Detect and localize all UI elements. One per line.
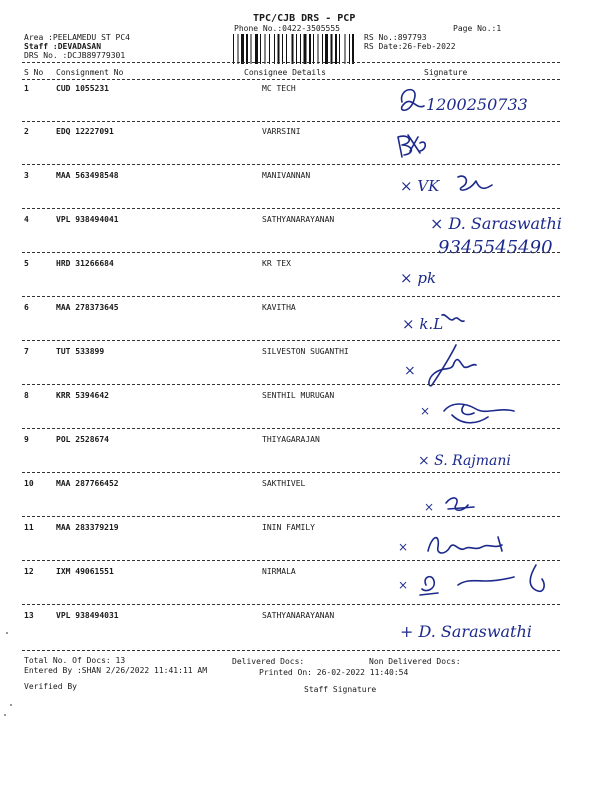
row-sno: 12 [24, 567, 34, 576]
row-consignment-no: MAA 287766452 [56, 479, 119, 488]
row-consignee: SENTHIL MURUGAN [262, 391, 335, 400]
row-divider [22, 650, 560, 651]
column-header-sno: S No [24, 68, 44, 77]
signature-handwritten [398, 615, 568, 647]
row-sno: 6 [24, 303, 29, 312]
row-consignment-no: CUD 1055231 [56, 84, 109, 93]
svg-text:9345545490: 9345545490 [438, 237, 553, 258]
column-header-consignee: Consignee Details [244, 68, 326, 77]
svg-text:× k.L: × k.L [402, 315, 444, 333]
column-header-consignment: Consignment No [56, 68, 124, 77]
svg-text:×: × [420, 404, 431, 418]
row-divider [22, 516, 560, 517]
row-consignee: KAVITHA [262, 303, 296, 312]
row-consignment-no: POL 2528674 [56, 435, 109, 444]
svg-text:1200250733: 1200250733 [426, 95, 528, 114]
non-delivered-docs: Non Delivered Docs: [369, 657, 461, 666]
row-divider [22, 472, 560, 473]
row-sno: 8 [24, 391, 29, 400]
signature-handwritten [428, 207, 586, 263]
entered-by: Entered By :SHAN 2/26/2022 11:41:11 AM [24, 666, 208, 675]
row-sno: 7 [24, 347, 29, 356]
row-consignment-no: HRD 31266684 [56, 259, 114, 268]
phone-number: Phone No.:0422-3505555 [234, 24, 340, 33]
row-consignment-no: EDQ 12227091 [56, 127, 114, 136]
row-consignee: VARRSINI [262, 127, 301, 136]
drs-number: DRS No. :DCJB89779301 [24, 51, 126, 60]
staff-label: Staff :DEVADASAN [24, 42, 102, 51]
table-row [0, 611, 600, 655]
signature-handwritten [402, 341, 502, 389]
row-sno: 11 [24, 523, 34, 532]
svg-text:×: × [398, 540, 409, 554]
svg-text:×: × [424, 500, 435, 514]
scan-speck [10, 704, 12, 706]
row-consignee: NIRMALA [262, 567, 296, 576]
area-label: Area :PEELAMEDU ST PC4 [24, 33, 130, 42]
rs-number: RS No.:897793 [364, 33, 427, 42]
row-consignment-no: KRR 5394642 [56, 391, 109, 400]
svg-text:×: × [404, 363, 416, 379]
row-consignment-no: VPL 938494031 [56, 611, 119, 620]
row-divider [22, 252, 560, 253]
svg-text:×: × [398, 578, 409, 592]
row-divider [22, 296, 560, 297]
row-consignee: KR TEX [262, 259, 291, 268]
staff-signature-label: Staff Signature [304, 685, 377, 694]
row-divider [22, 164, 560, 165]
total-docs: Total No. Of Docs: 13 [24, 656, 126, 665]
row-divider [22, 384, 560, 385]
row-consignment-no: MAA 563498548 [56, 171, 119, 180]
row-sno: 2 [24, 127, 29, 136]
row-consignee: SILVESTON SUGANTHI [262, 347, 349, 356]
row-consignment-no: MAA 283379219 [56, 523, 119, 532]
row-sno: 3 [24, 171, 29, 180]
barcode-image [232, 34, 356, 64]
row-divider [22, 604, 560, 605]
signature-handwritten [416, 445, 546, 475]
row-consignment-no: MAA 278373645 [56, 303, 119, 312]
row-sno: 10 [24, 479, 34, 488]
row-consignment-no: VPL 938494041 [56, 215, 119, 224]
signature-handwritten [398, 263, 478, 293]
printed-on: Printed On: 26-02-2022 11:40:54 [259, 668, 409, 677]
signature-handwritten [390, 84, 560, 124]
signature-handwritten [398, 529, 528, 561]
scan-speck [6, 632, 8, 634]
row-consignee: ININ FAMILY [262, 523, 315, 532]
signature-handwritten [396, 559, 556, 603]
row-sno: 13 [24, 611, 34, 620]
row-consignee: SATHYANARAYANAN [262, 611, 335, 620]
signature-handwritten [424, 489, 504, 519]
signature-handwritten [390, 129, 450, 161]
page-number: Page No.:1 [453, 24, 502, 33]
row-sno: 1 [24, 84, 29, 93]
document-title: TPC/CJB DRS - PCP [253, 13, 356, 24]
svg-text:× S. Rajmani: × S. Rajmani [418, 453, 511, 469]
rs-date: RS Date:26-Feb-2022 [364, 42, 456, 51]
verified-by: Verified By [24, 682, 77, 691]
row-consignee: THIYAGARAJAN [262, 435, 320, 444]
svg-text:× VK: × VK [400, 177, 440, 195]
row-sno: 5 [24, 259, 29, 268]
row-divider [22, 428, 560, 429]
row-sno: 4 [24, 215, 29, 224]
row-divider [22, 121, 560, 122]
row-consignee: MANIVANNAN [262, 171, 311, 180]
header-divider-bottom [22, 79, 560, 80]
row-consignee: SATHYANARAYANAN [262, 215, 335, 224]
row-sno: 9 [24, 435, 29, 444]
signature-handwritten [396, 171, 536, 201]
svg-text:× D. Saraswathi: × D. Saraswathi [430, 214, 562, 233]
row-consignment-no: TUT 533899 [56, 347, 105, 356]
svg-text:+ D. Saraswathi: + D. Saraswathi [400, 622, 532, 641]
delivered-docs: Delivered Docs: [232, 657, 305, 666]
column-header-signature: Signature [424, 68, 468, 77]
row-consignment-no: IXM 49061551 [56, 567, 114, 576]
row-consignee: SAKTHIVEL [262, 479, 306, 488]
svg-text:× pk: × pk [400, 269, 437, 287]
scan-speck [4, 714, 6, 716]
signature-handwritten [402, 309, 512, 339]
row-consignee: MC TECH [262, 84, 296, 93]
header-divider-top [22, 62, 560, 63]
